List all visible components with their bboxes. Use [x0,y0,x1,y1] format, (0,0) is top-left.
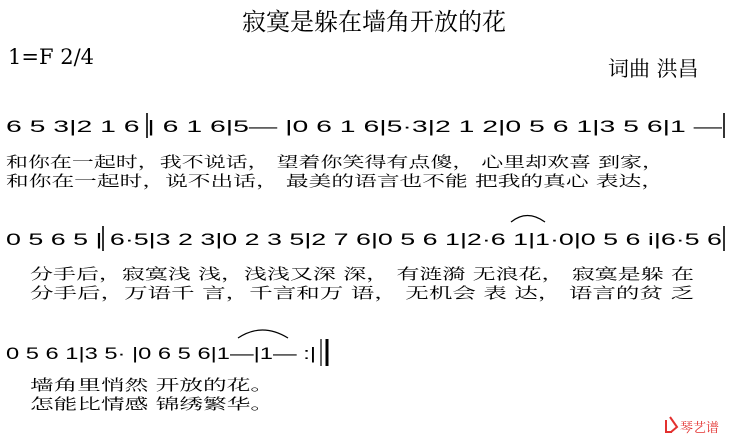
score-system-1 [6,109,724,191]
lyricist-composer-credit: 词曲 洪昌 [608,57,699,81]
lyric-line-verse-2: 和你在一起时，说不出话， 最美的语言也不能 把我的真心 表达， [6,172,664,190]
score-system-2 [6,216,724,303]
watermark-text: 琴艺谱 [680,421,720,436]
tie [238,330,288,338]
tie [511,216,545,223]
score-system-3 [6,330,327,413]
lyric-line-verse-1: 分手后，寂寞浅 浅，浅浅又深 深， 有涟漪 无浪花， 寂寞是躲 在 [30,265,694,283]
notation-line: 6 5 3|2 1 6 | 6 1 6|5— |0 6 1 6|5·3|2 1 2|0 5 6 1|3 5 6|1 — [6,117,722,136]
key-signature: 1=F 2/4 [8,45,94,69]
song-title: 寂寞是躲在墙角开放的花 [242,8,506,36]
lyric-line-verse-2: 怎能比情感 锦绣繁华。 [30,395,274,413]
lyric-line-verse-1: 墙角里悄然 开放的花。 [30,376,274,394]
notation-line: 0 5 6 5 | 6·5|3 2 3|0 2 3 5|2 7 6|0 5 6 1|2·6 1|1·0|0 5 6 i|6·5 6 [6,230,722,249]
music-note-logo-icon [666,417,677,432]
notation-line: 0 5 6 1|3 5· |0 6 5 6|1—|1— :| [6,344,316,363]
lyric-line-verse-2: 分手后，万语千 言，千言和万 语， 无机会 表 达， 语言的贫 乏 [30,284,694,302]
lyric-line-verse-1: 和你在一起时，我不说话， 望着你笑得有点傻， 心里却欢喜 到家， [6,153,664,171]
watermark-logo [666,417,719,436]
